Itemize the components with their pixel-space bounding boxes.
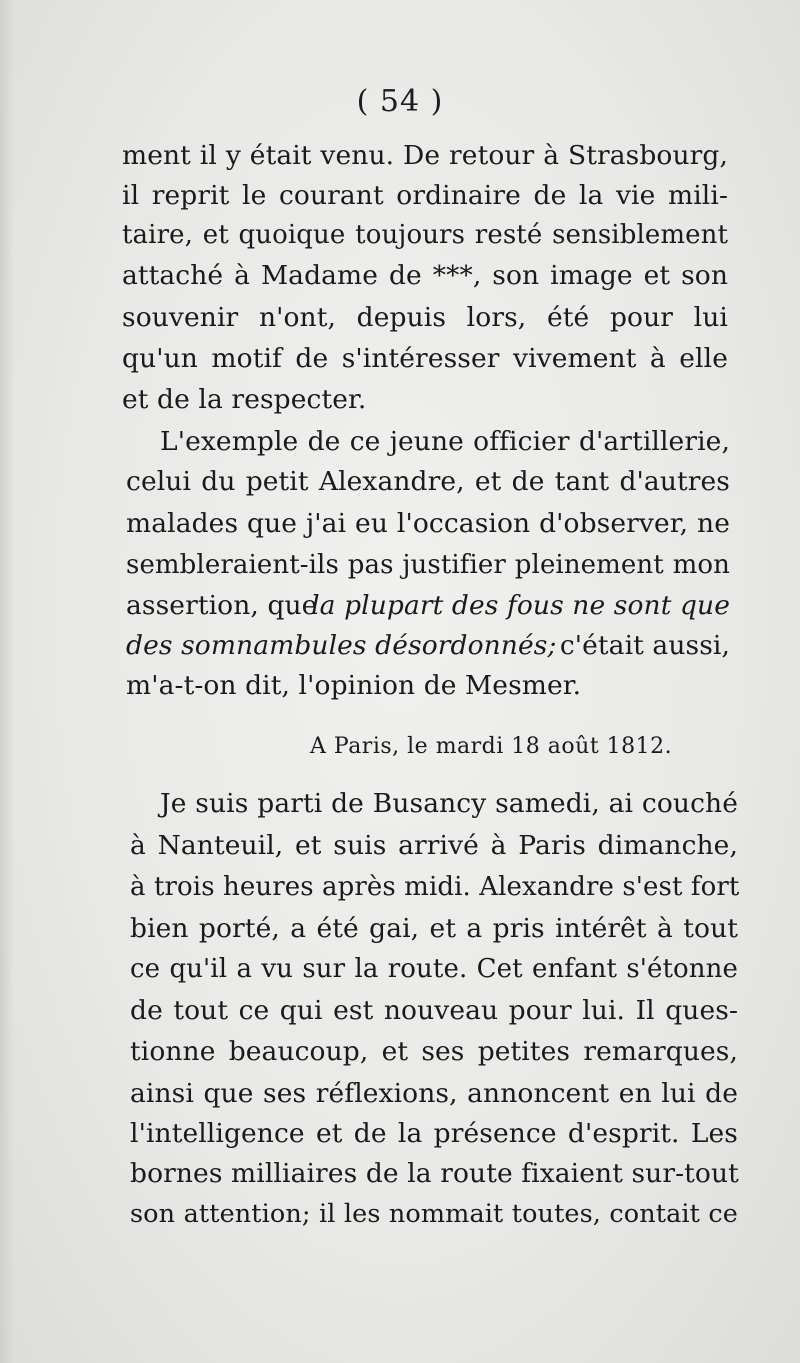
text-line: de tout ce qui est nouveau pour lui. Il ques- xyxy=(130,995,738,1026)
dateline: A Paris, le mardi 18 août 1812. xyxy=(310,734,673,759)
text-line: bornes milliaires de la route fixaient sur-tout xyxy=(130,1158,739,1189)
text-line: qu'un motif de s'intéresser vivement à elle xyxy=(122,343,728,374)
text-line: celui du petit Alexandre, et de tant d'autres xyxy=(126,466,730,497)
page-edge-shadow xyxy=(0,0,14,1363)
text-line: tionne beaucoup, et ses petites remarques, xyxy=(130,1036,738,1067)
text-line: bien porté, a été gai, et a pris intérêt à tout xyxy=(130,913,738,944)
italic-span: la plupart des fous ne sont que xyxy=(311,590,730,621)
text-line: attaché à Madame de ***, son image et son xyxy=(122,260,728,291)
text-line: l'intelligence et de la présence d'esprit. Les xyxy=(130,1118,738,1149)
text-span: assertion, que xyxy=(126,590,318,621)
text-line: taire, et quoique toujours resté sensiblement xyxy=(122,220,728,250)
text-line: et de la respecter. xyxy=(122,384,367,415)
text-span: c'était aussi, xyxy=(559,630,730,661)
page-number: ( 54 ) xyxy=(356,84,444,119)
text-line: malades que j'ai eu l'occasion d'observer, ne xyxy=(126,508,730,539)
text-line: à Nanteuil, et suis arrivé à Paris dimanche, xyxy=(130,830,738,861)
text-line: son attention; il les nommait toutes, contait ce xyxy=(130,1199,738,1229)
text-line: ainsi que ses réflexions, annoncent en lui de xyxy=(130,1078,738,1109)
text-line: m'a-t-on dit, l'opinion de Mesmer. xyxy=(126,670,582,701)
text-line: ment il y était venu. De retour à Strasbourg, xyxy=(122,140,728,171)
text-line-mixed xyxy=(126,590,730,621)
text-line: sembleraient-ils pas justifier pleinement mon xyxy=(126,550,730,580)
italic-span: des somnambules désordonnés; xyxy=(126,630,557,661)
text-line: L'exemple de ce jeune officier d'artillerie, xyxy=(160,426,730,457)
text-line: souvenir n'ont, depuis lors, été pour lui xyxy=(122,302,728,333)
text-line: il reprit le courant ordinaire de la vie mili- xyxy=(122,180,728,211)
text-line: à trois heures après midi. Alexandre s'est fort xyxy=(130,872,740,902)
text-line: Je suis parti de Busancy samedi, ai couché xyxy=(160,788,738,819)
text-line: ce qu'il a vu sur la route. Cet enfant s'étonne xyxy=(130,954,738,984)
text-line-mixed xyxy=(126,630,730,661)
